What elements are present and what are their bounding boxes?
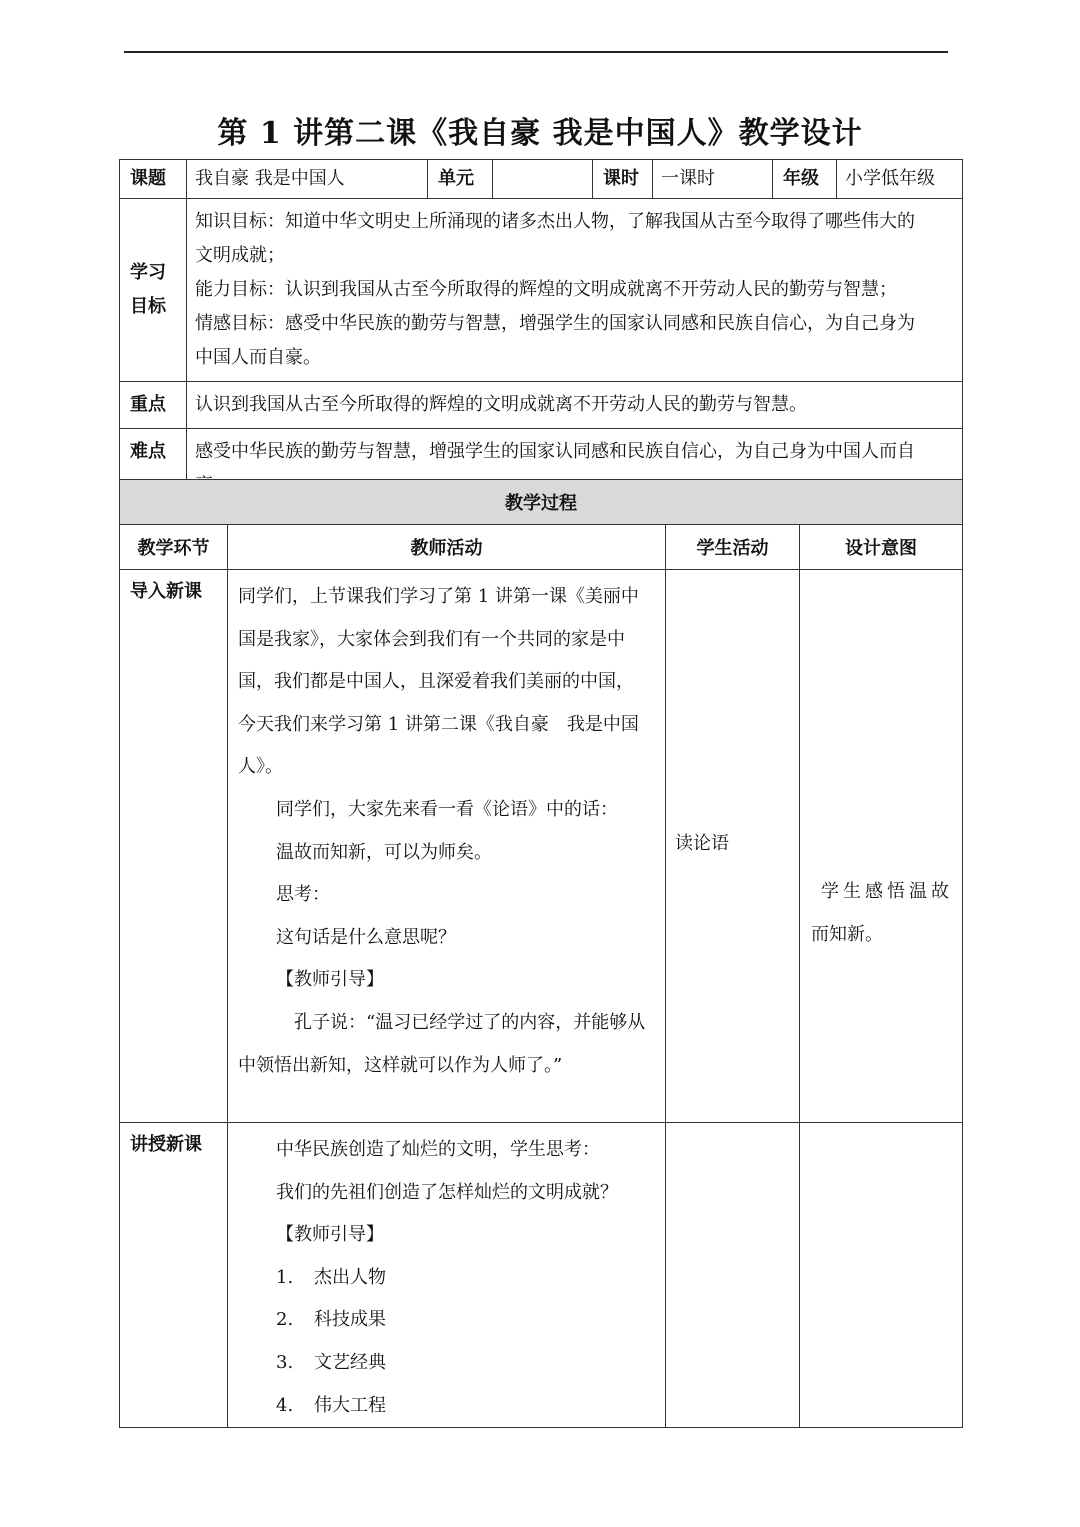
column-header: 教师活动 (228, 525, 666, 570)
teacher-guide-label: 【教师引导】 (276, 1224, 384, 1246)
topic-value: 我自豪 我是中国人 (187, 160, 428, 199)
design-intent-text (801, 571, 961, 956)
goal-line: 文明成就； (195, 245, 285, 266)
teach-student-activity (666, 1123, 800, 1428)
list-item (238, 1257, 655, 1300)
teacher-line: 这句话是什么意思呢？ (276, 926, 456, 948)
goals-cell (187, 199, 963, 382)
section-teach-label: 讲授新课 (120, 1123, 228, 1428)
intent-line: 学生感悟温故 (821, 881, 953, 902)
unit-label: 单元 (428, 160, 493, 199)
page-title: 第 1 讲第二课《我自豪 我是中国人》教学设计 (217, 116, 863, 151)
goals-label-line: 目标 (130, 296, 166, 317)
topic-label: 课题 (120, 160, 187, 199)
difficulty-line: 感受中华民族的勤劳与智慧，增强学生的国家认同感和民族自信心，为自己身为中国人而自 (195, 441, 915, 462)
teacher-line: 人》。 (238, 756, 283, 778)
period-value: 一课时 (653, 160, 773, 199)
teacher-line: 温故而知新，可以为师矣。 (276, 841, 492, 863)
list-item (238, 1342, 655, 1385)
intro-teacher-activity (228, 570, 666, 1123)
difficulty-label: 难点 (120, 429, 187, 510)
teacher-line: 国，我们都是中国人，且深爱着我们美丽的中国， (238, 671, 634, 693)
process-heading: 教学过程 (120, 480, 963, 525)
section-intro-label: 导入新课 (120, 570, 228, 1123)
teacher-line: 中领悟出新知，这样就可以作为人师了。” (238, 1054, 563, 1076)
unit-value (493, 160, 593, 199)
list-item (238, 1299, 655, 1342)
teacher-line: 今天我们来学习第 1 讲第二课《我自豪 我是中国 (238, 713, 639, 735)
student-activity-text: 读论语 (675, 833, 729, 854)
teach-teacher-activity (228, 1123, 666, 1428)
goal-line: 情感目标：感受中华民族的勤劳与智慧，增强学生的国家认同感和民族自信心，为自己身为 (195, 313, 915, 334)
grade-label: 年级 (773, 160, 837, 199)
goals-label-line: 学习 (130, 262, 166, 283)
list-text: 杰出人物 (314, 1266, 386, 1288)
teacher-line: 思考： (276, 884, 330, 906)
key-label: 重点 (120, 382, 187, 429)
teacher-line: 中华民族创造了灿烂的文明，学生思考： (276, 1139, 600, 1160)
goal-line: 中国人而自豪。 (195, 347, 321, 368)
column-header: 设计意图 (800, 525, 963, 570)
key-value: 认识到我国从古至今所取得的辉煌的文明成就离不开劳动人民的勤劳与智慧。 (187, 382, 963, 429)
list-number: 1. (276, 1266, 294, 1288)
list-number: 3. (276, 1351, 294, 1373)
header-rule (124, 51, 948, 53)
intent-line: 而知新。 (811, 923, 883, 945)
grade-value: 小学低年级 (837, 160, 963, 199)
list-number: 2. (276, 1309, 294, 1331)
column-header: 教学环节 (120, 525, 228, 570)
list-text: 科技成果 (314, 1309, 386, 1331)
teacher-line: 同学们，大家先来看一看《论语》中的话： (276, 798, 618, 820)
teacher-line: 我们的先祖们创造了怎样灿烂的文明成就？ (276, 1181, 618, 1203)
list-item (238, 1385, 655, 1428)
goals-label (120, 199, 187, 382)
list-number: 4. (276, 1394, 294, 1416)
process-table (119, 479, 963, 1428)
list-text: 文艺经典 (314, 1351, 386, 1373)
intro-student-activity (666, 570, 800, 1123)
teach-design-intent (800, 1123, 963, 1428)
intro-design-intent (800, 570, 963, 1123)
teacher-line: 孔子说：“温习已经学过了的内容，并能够从 (294, 1011, 646, 1033)
teacher-guide-label: 【教师引导】 (276, 969, 384, 991)
list-text: 伟大工程 (314, 1394, 386, 1416)
goal-line: 知识目标：知道中华文明史上所涌现的诸多杰出人物，了解我国从古至今取得了哪些伟大的 (195, 211, 915, 232)
period-label: 课时 (593, 160, 653, 199)
teacher-line: 同学们，上节课我们学习了第 1 讲第一课《美丽中 (238, 586, 639, 607)
goal-line: 能力目标：认识到我国从古至今所取得的辉煌的文明成就离不开劳动人民的勤劳与智慧； (195, 279, 897, 300)
teacher-line: 国是我家》，大家体会到我们有一个共同的家是中 (238, 628, 625, 650)
info-table (119, 159, 963, 510)
column-header: 学生活动 (666, 525, 800, 570)
